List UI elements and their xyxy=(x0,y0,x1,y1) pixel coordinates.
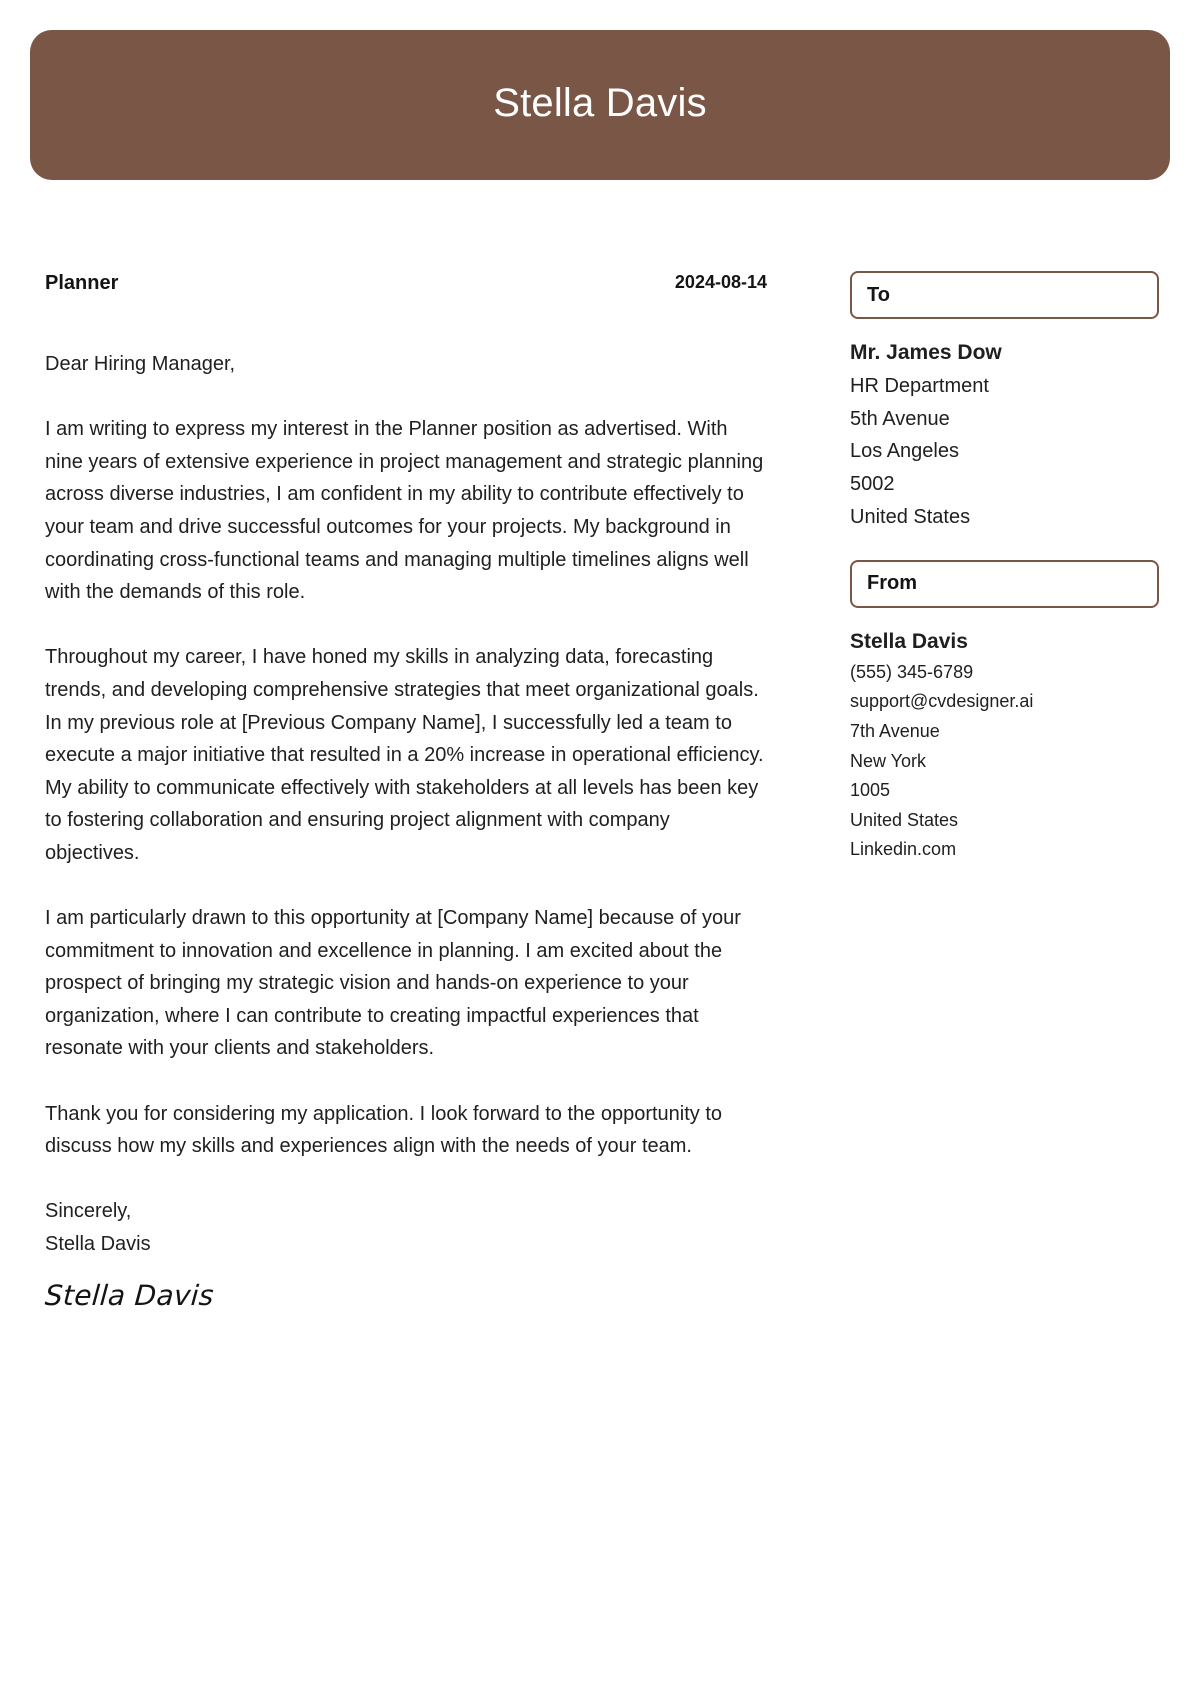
sender-city: New York xyxy=(850,750,927,771)
recipient-country: United States xyxy=(850,505,971,528)
sender-website: Linkedin.com xyxy=(850,839,957,860)
closing-block xyxy=(45,1195,767,1260)
header-banner xyxy=(30,30,1170,180)
from-section-header xyxy=(850,560,1159,608)
sender-country: United States xyxy=(850,809,959,830)
recipient-city: Los Angeles xyxy=(850,440,959,463)
letter-date: 2024-08-14 xyxy=(674,272,767,292)
sender-phone: (555) 345-6789 xyxy=(850,661,974,682)
from-label: From xyxy=(867,572,917,595)
recipient-street: 5th Avenue xyxy=(850,407,950,430)
closing-name: Stella Davis xyxy=(45,1233,151,1256)
sender-name: Stella Davis xyxy=(850,629,968,653)
job-title: Planner xyxy=(45,272,119,294)
letter-body xyxy=(45,268,767,1312)
sender-zip: 1005 xyxy=(850,780,891,801)
sender-street: 7th Avenue xyxy=(850,720,940,741)
letter-meta xyxy=(45,268,767,304)
letter-text xyxy=(45,348,767,1163)
to-section-header xyxy=(850,271,1159,319)
sender-details xyxy=(850,626,1160,865)
contact-sidebar xyxy=(850,271,1160,865)
paragraph-2: Throughout my career, I have honed my skills in analyzing data, forecasting trends, and developing comprehensive strategies that meet organizational goals. In my previous role at [Previous Company Name], I successfully led a team to execute a major initiative that resulted in a 20% increase in operational efficiency. My ability to communicate effectively with stakeholders at all levels has been key to fostering collaboration and ensuring project alignment with company objectives. xyxy=(45,646,764,864)
header-name: Stella Davis xyxy=(493,80,707,125)
paragraph-3: I am particularly drawn to this opportunity at [Company Name] because of your commitment to innovation and excellence in planning. I am excited about the prospect of bringing my strategic vision and hands-on experience to your organization, where I can contribute to creating impactful experiences that resonate with your clients and stakeholders. xyxy=(45,907,741,1060)
recipient-details xyxy=(850,337,1160,534)
recipient-name: Mr. James Dow xyxy=(850,341,1002,364)
paragraph-4: Thank you for considering my application. I look forward to the opportunity to discuss how my skills and experiences align with the needs of your team. xyxy=(45,1102,723,1158)
closing: Sincerely, xyxy=(45,1200,132,1223)
paragraph-1: I am writing to express my interest in the Planner position as advertised. With nine years of extensive experience in project management and strategic planning across diverse industries, I am confident in my ability to contribute effectively to your team and drive successful outcomes for your projects. My background in coordinating cross-functional teams and managing multiple timelines aligns well with the demands of this role. xyxy=(45,418,764,604)
signature: Stella Davis xyxy=(43,1278,216,1312)
recipient-zip: 5002 xyxy=(850,473,895,496)
to-label: To xyxy=(867,283,890,306)
recipient-department: HR Department xyxy=(850,374,989,397)
salutation: Dear Hiring Manager, xyxy=(45,353,236,375)
sender-email: support@cvdesigner.ai xyxy=(850,691,1034,712)
